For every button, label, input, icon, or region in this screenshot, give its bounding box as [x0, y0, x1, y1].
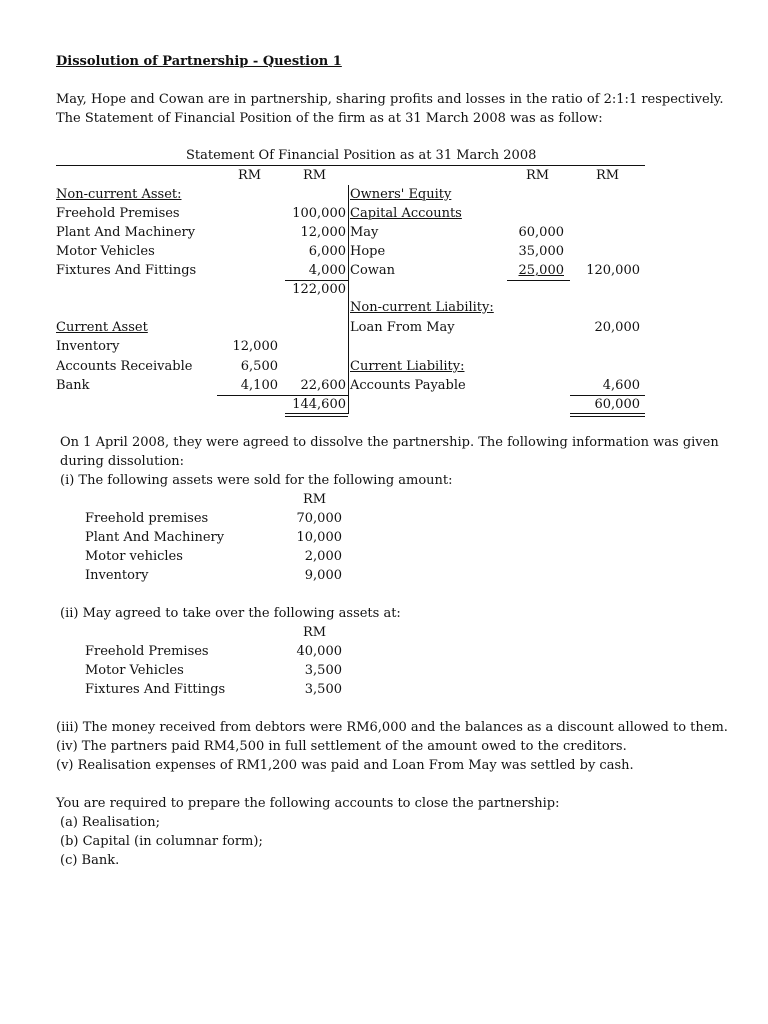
capital-value: 25,000	[518, 263, 564, 278]
double-rule	[285, 413, 348, 414]
double-rule	[570, 416, 645, 417]
item-iii-text: (iii) The money received from debtors were RM6,000 and the balances as a discount allowed to them.	[56, 720, 728, 735]
sold-asset-label: Plant And Machinery	[85, 530, 225, 545]
cl-value: 4,600	[602, 378, 640, 393]
ncl-value: 20,000	[594, 320, 640, 335]
capital-heading: Capital Accounts	[350, 206, 462, 221]
liabilities-grand-total: 60,000	[594, 397, 640, 412]
asset-value: 12,000	[300, 225, 346, 240]
cl-heading: Current Liability:	[350, 359, 465, 374]
sofp-center-divider	[348, 185, 349, 414]
current-total: 22,600	[300, 378, 346, 393]
grand-total-rule	[570, 395, 645, 396]
rm-header: RM	[303, 625, 327, 640]
requirement-item: (c) Bank.	[60, 853, 120, 868]
taken-asset-value: 3,500	[304, 663, 342, 678]
capital-value: 35,000	[518, 244, 564, 259]
capital-label: Cowan	[350, 263, 396, 278]
rm-header: RM	[303, 168, 327, 183]
requirement-item: (a) Realisation;	[60, 815, 160, 830]
asset-label: Plant And Machinery	[56, 225, 196, 240]
asset-label: Accounts Receivable	[56, 359, 193, 374]
capital-label: Hope	[350, 244, 386, 259]
item-i-text: (i) The following assets were sold for the following amount:	[60, 473, 453, 488]
requirement-item: (b) Capital (in columnar form);	[60, 834, 263, 849]
ncl-label: Loan From May	[350, 320, 455, 335]
dissolution-intro-1: On 1 April 2008, they were agreed to dissolve the partnership. The following information was given	[60, 435, 719, 450]
item-ii-text: (ii) May agreed to take over the following assets at:	[60, 606, 401, 621]
asset-label: Motor Vehicles	[56, 244, 155, 259]
asset-label: Inventory	[56, 339, 120, 354]
asset-label: Freehold Premises	[56, 206, 180, 221]
sofp-title: Statement Of Financial Position as at 31 March 2008	[186, 148, 537, 163]
capital-total: 120,000	[586, 263, 640, 278]
double-rule	[570, 413, 645, 414]
asset-value: 6,000	[308, 244, 346, 259]
rm-header: RM	[303, 492, 327, 507]
noncurrent-heading: Non-current Asset:	[56, 187, 182, 202]
noncurrent-total: 122,000	[292, 282, 346, 297]
rm-header: RM	[526, 168, 550, 183]
capital-value: 60,000	[518, 225, 564, 240]
subtotal-rule	[285, 280, 348, 281]
sold-asset-label: Freehold premises	[85, 511, 209, 526]
rm-header: RM	[596, 168, 620, 183]
equity-heading: Owners' Equity	[350, 187, 452, 202]
double-rule	[285, 416, 348, 417]
rm-header: RM	[238, 168, 262, 183]
sold-asset-label: Inventory	[85, 568, 149, 583]
item-v-text: (v) Realisation expenses of RM1,200 was paid and Loan From May was settled by cash.	[56, 758, 634, 773]
sold-asset-value: 70,000	[296, 511, 342, 526]
asset-value: 12,000	[232, 339, 278, 354]
item-iv-text: (iv) The partners paid RM4,500 in full settlement of the amount owed to the creditors.	[56, 739, 627, 754]
dissolution-intro-2: during dissolution:	[60, 454, 185, 469]
intro-line-1: May, Hope and Cowan are in partnership, sharing profits and losses in the ratio of 2:1:1 respectively.	[56, 92, 724, 107]
asset-value: 4,100	[240, 378, 278, 393]
taken-asset-value: 3,500	[304, 682, 342, 697]
page-title: Dissolution of Partnership - Question 1	[56, 54, 342, 69]
current-heading: Current Asset	[56, 320, 148, 335]
asset-value: 4,000	[308, 263, 346, 278]
taken-asset-label: Freehold Premises	[85, 644, 209, 659]
capital-label: May	[350, 225, 379, 240]
assets-grand-total: 144,600	[292, 397, 346, 412]
cl-label: Accounts Payable	[350, 378, 466, 393]
taken-asset-label: Fixtures And Fittings	[85, 682, 226, 697]
asset-label: Bank	[56, 378, 90, 393]
asset-value: 6,500	[240, 359, 278, 374]
sofp-top-rule	[56, 165, 645, 166]
asset-label: Fixtures And Fittings	[56, 263, 197, 278]
taken-asset-value: 40,000	[296, 644, 342, 659]
capital-rule	[507, 280, 570, 281]
intro-line-2: The Statement of Financial Position of the firm as at 31 March 2008 was as follow:	[56, 111, 603, 126]
sold-asset-label: Motor vehicles	[85, 549, 183, 564]
asset-value: 100,000	[292, 206, 346, 221]
sold-asset-value: 9,000	[304, 568, 342, 583]
grand-total-rule	[217, 395, 348, 396]
ncl-heading: Non-current Liability:	[350, 300, 494, 315]
requirement-text: You are required to prepare the following accounts to close the partnership:	[56, 796, 560, 811]
sold-asset-value: 10,000	[296, 530, 342, 545]
taken-asset-label: Motor Vehicles	[85, 663, 184, 678]
sold-asset-value: 2,000	[304, 549, 342, 564]
